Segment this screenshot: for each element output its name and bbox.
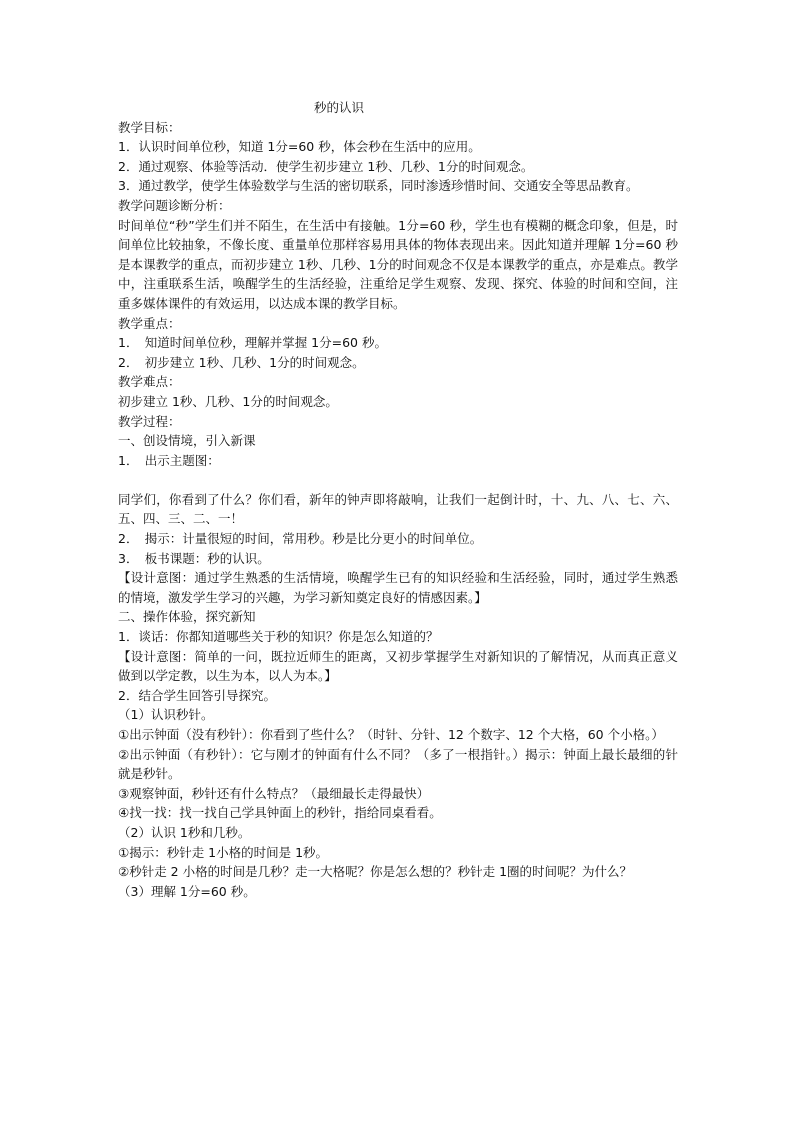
countdown-paragraph: 同学们，你看到了什么？你们看，新年的钟声即将敲响，让我们一起倒计时，十、九、八、七、六、五、四、三、二、一！ — [118, 491, 678, 527]
objective-1: 1．认识时间单位秒，知道 1分=60 秒，体会秒在生活中的应用。 — [118, 139, 481, 155]
step-2-reveal: 2． 揭示：计量很短的时间，常用秒。秒是比分更小的时间单位。 — [118, 531, 483, 547]
find-second-hand: ④找一找：找一找自己学具钟面上的秒针，指给同桌看看。 — [118, 805, 442, 821]
heading-difficulty: 教学难点： — [118, 374, 181, 390]
clock-face-no-second-hand: ①出示钟面（没有秒针）：你看到了些什么？（时针、分针、12 个数字、12 个大格，60 个小格。） — [118, 727, 664, 742]
key-point-1: 1． 知道时间单位秒，理解并掌握 1分=60 秒。 — [118, 335, 387, 351]
blank-line — [118, 470, 678, 490]
step-1-show-picture: 1． 出示主题图： — [118, 452, 220, 468]
guided-inquiry: 2．结合学生回答引导探究。 — [118, 687, 276, 703]
design-intent-2: 【设计意图：简单的一问，既拉近师生的距离，又初步掌握学生对新知识的了解情况，从而真正意义做到以学定教，以生为本，以人为本。】 — [118, 648, 678, 684]
heading-key-points: 教学重点： — [118, 315, 181, 331]
document-page — [118, 98, 678, 901]
reveal-one-second: ①揭示：秒针走 1小格的时间是 1秒。 — [118, 844, 329, 860]
heading-diagnosis: 教学问题诊断分析： — [118, 197, 231, 213]
observe-clock-face: ③观察钟面，秒针还有什么特点？（最细最长走得最快） — [118, 785, 430, 801]
step-3-board: 3． 板书课题：秒的认识。 — [118, 550, 270, 566]
heading-objectives: 教学目标： — [118, 119, 181, 135]
question-two-small-ticks: ②秒针走 2 小格的时间是几秒？走一大格呢？你是怎么想的？秒针走 1圈的时间呢？为什么？ — [118, 864, 633, 880]
difficulty-text: 初步建立 1秒、几秒、1分的时间观念。 — [118, 393, 338, 409]
talk-question: 1．谈话：你都知道哪些关于秒的知识？你是怎么知道的？ — [118, 629, 439, 645]
sub-heading-one-second: （2）认识 1秒和几秒。 — [118, 824, 251, 840]
diagnosis-paragraph: 时间单位“秒”学生们并不陌生，在生活中有接触。1分=60 秒，学生也有模糊的概念印象，但是，时间单位比较抽象，不像长度、重量单位那样容易用具体的物体表现出来。因此知道并理解 1分=60 秒是本课教学的重点，而初步建立 1秒、几秒、1分的时间观念不仅是本课教学的重点，亦是难点。教学中，注重联系生活，唤醒学生的生活经验，注重给足学生观察、发现、探究、体验的时间和空间，注重多媒体课件的有效运用，以达成本课的教学目标。 — [118, 217, 678, 311]
key-point-2: 2． 初步建立 1秒、几秒、1分的时间观念。 — [118, 354, 365, 370]
design-intent-1: 【设计意图：通过学生熟悉的生活情境，唤醒学生已有的知识经验和生活经验，同时，通过学生熟悉的情境，激发学生学习的兴趣，为学习新知奠定良好的情感因素。】 — [118, 570, 678, 605]
objective-3: 3．通过教学，使学生体验数学与生活的密切联系，同时渗透珍惜时间、交通安全等思品教育。 — [118, 178, 639, 194]
heading-process: 教学过程： — [118, 413, 181, 429]
sub-heading-one-minute: （3）理解 1分=60 秒。 — [118, 883, 256, 899]
section-2-heading: 二、操作体验，探究新知 — [118, 609, 256, 625]
clock-face-with-second-hand: ②出示钟面（有秒针）：它与刚才的钟面有什么不同？（多了一根指针。）揭示：钟面上最长最细的针就是秒针。 — [118, 746, 678, 782]
sub-heading-second-hand: （1）认识秒针。 — [118, 707, 214, 723]
section-1-heading: 一、创设情境，引入新课 — [118, 433, 256, 449]
objective-2: 2．通过观察、体验等活动．使学生初步建立 1秒、几秒、1分的时间观念。 — [118, 158, 534, 174]
document-title: 秒的认识 — [314, 100, 365, 115]
